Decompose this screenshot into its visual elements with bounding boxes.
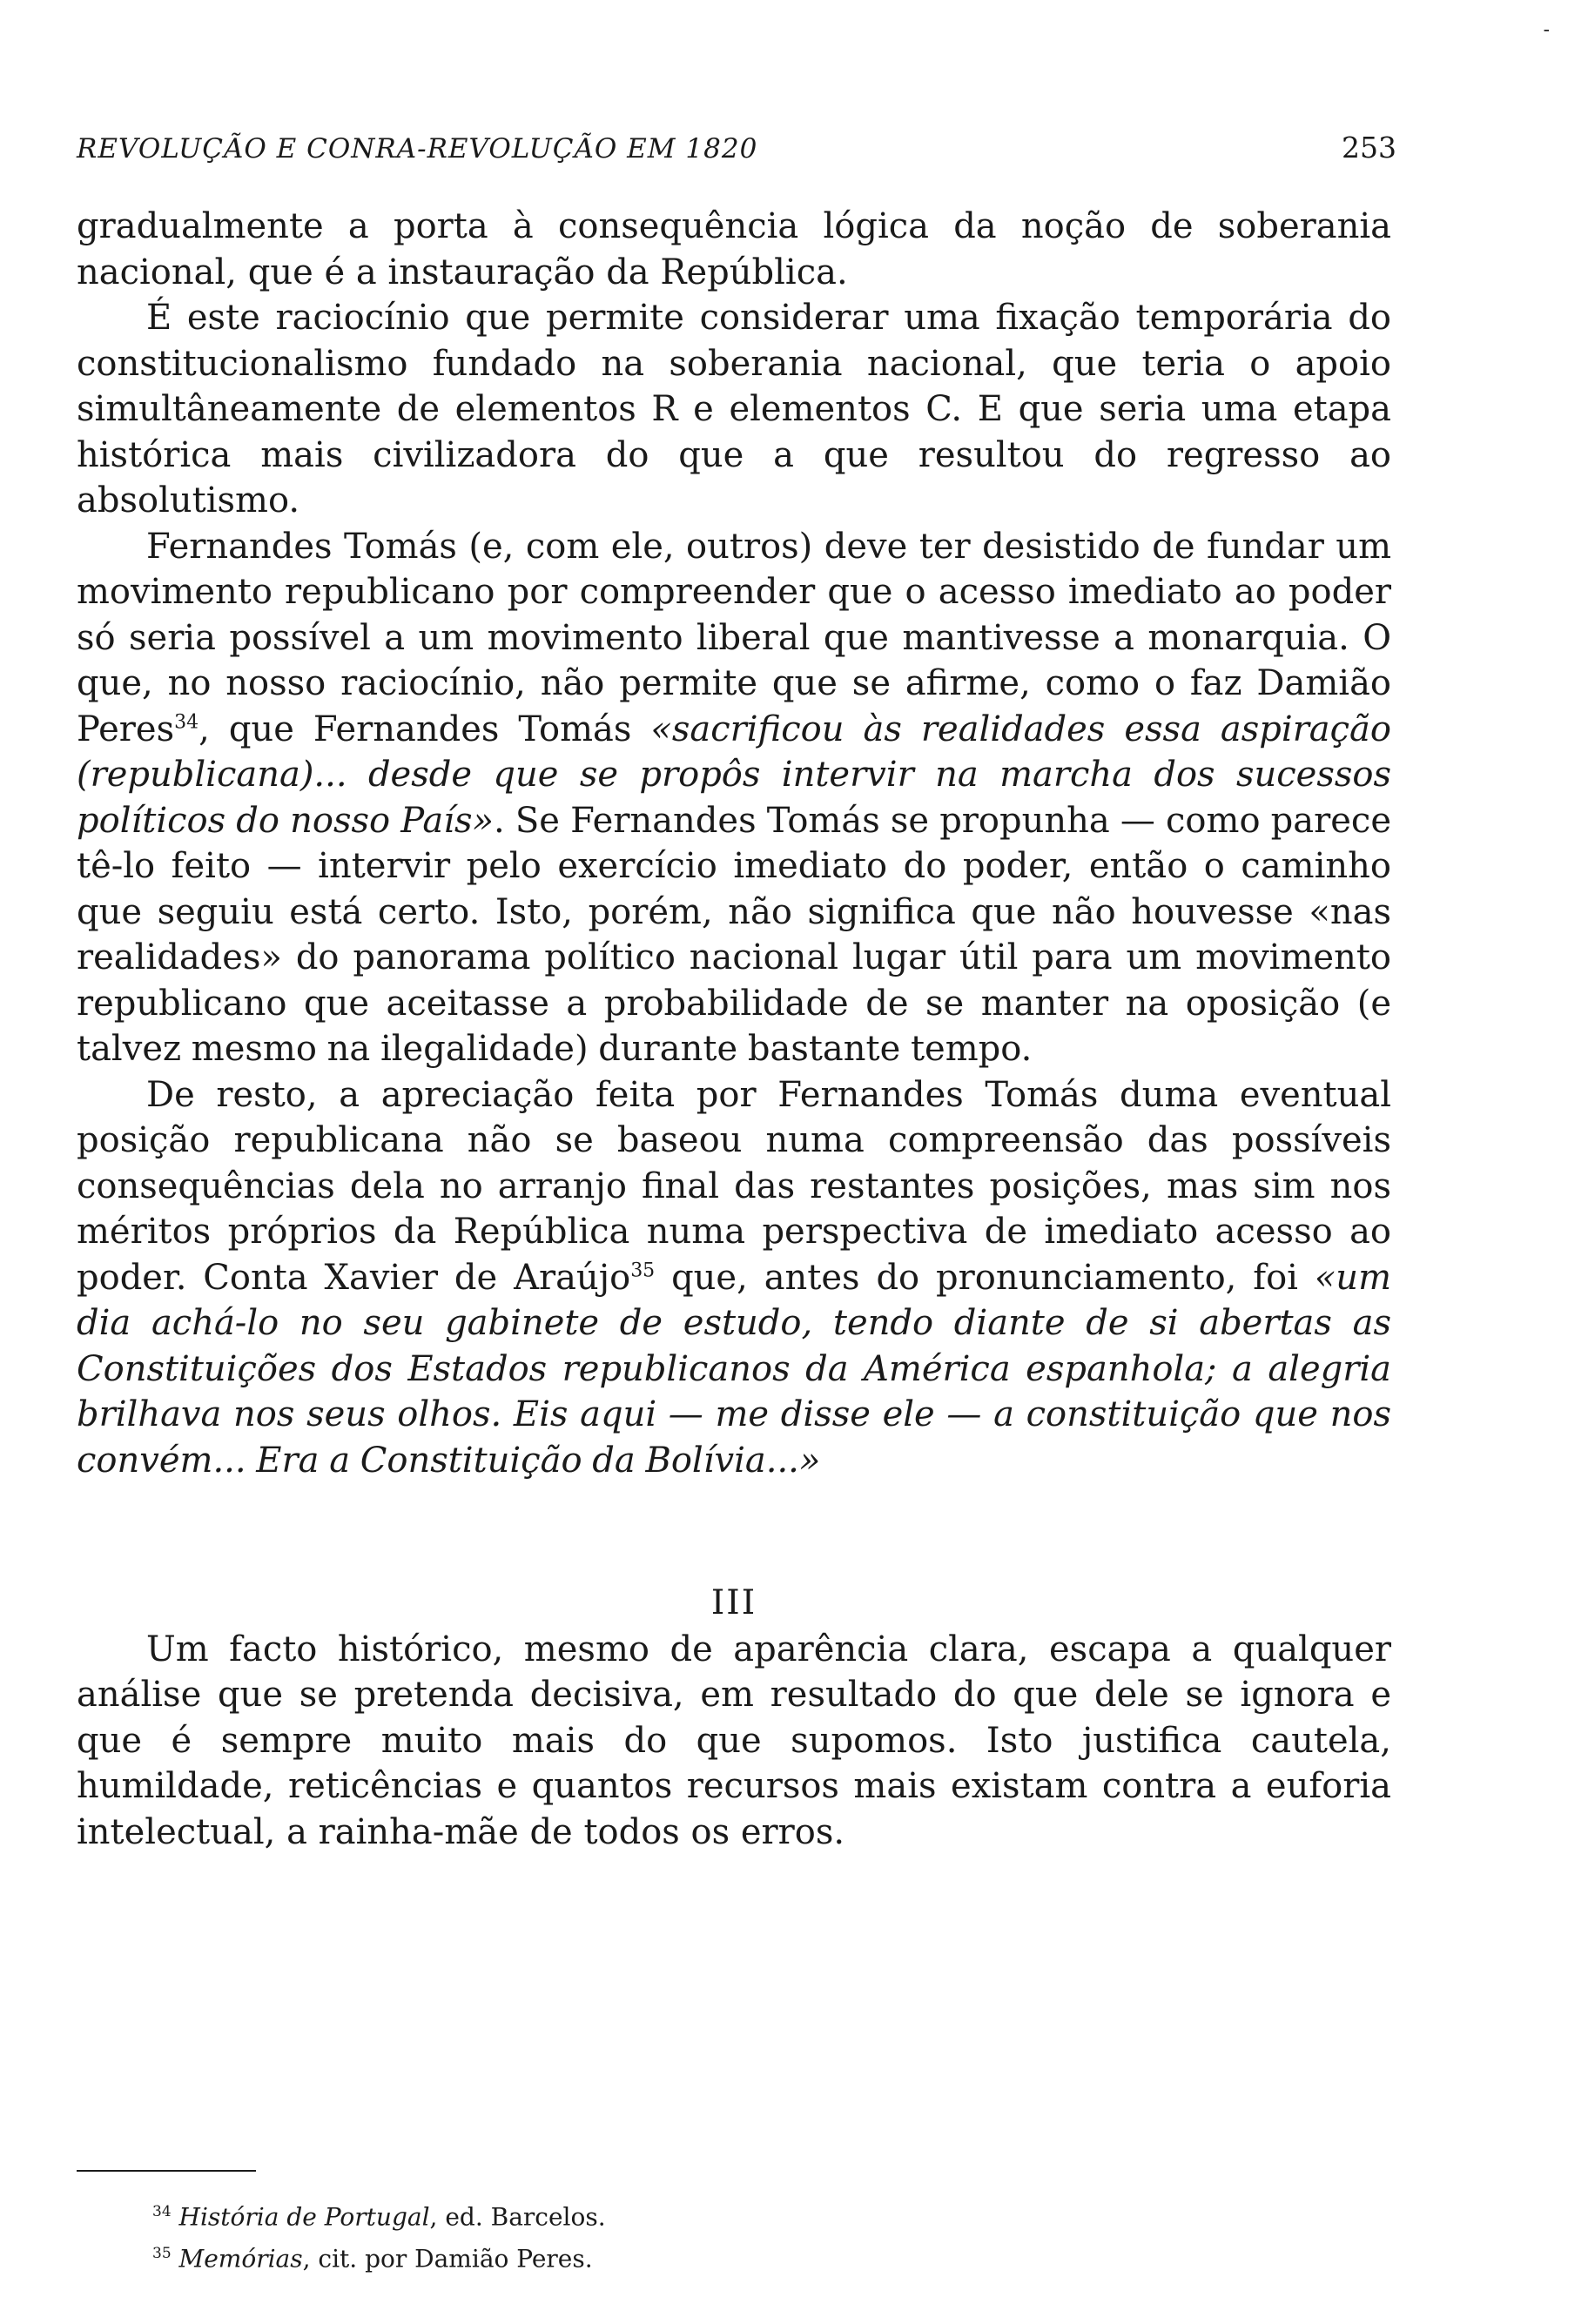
footnote-rest: , cit. por Damião Peres. — [302, 2244, 593, 2274]
corner-mark: - — [1543, 19, 1550, 41]
page — [77, 131, 1396, 1855]
footnotes — [152, 2193, 606, 2278]
section-paragraph: Um facto histórico, mesmo de aparência clara, escapa a qualquer análise que se pretenda decisiva, em resultado do que dele se ignora e que é sempre muito mais do que supomos. Isto justifica cautela, humildade, reticências e quantos recursos mais existam contra a euforia intelectual, a rainha-mãe de todos os erros. — [77, 1629, 1391, 1852]
body-text — [77, 204, 1391, 1855]
footnote-34 — [152, 2193, 606, 2235]
footnote-ref-35[interactable]: 35 — [630, 1259, 656, 1282]
paragraph-2: É este raciocínio que permite considerar uma fixação temporária do constitucionalismo fundado na soberania nacional, que teria o apoio simultâneamente de elementos R e elementos C. E que seria uma etapa histórica mais civilizadora do que a que resultou do regresso ao absolutismo. — [77, 298, 1391, 521]
paragraph-4-text-b: que, antes do pronunciamento, foi — [655, 1257, 1315, 1298]
paragraph-4-quote: «um dia achá-lo no seu gabinete de estudo, tendo diante de si abertas as Constituições dos Estados republicanos da América espanhola; a alegria brilhava nos seus olhos. Eis aqui — me disse ele — a constituição que nos convém... Era a Constituição da Bolívia...» — [77, 1257, 1391, 1481]
footnote-title: História de Portugal — [178, 2202, 430, 2232]
section-heading: III — [710, 1583, 757, 1622]
paragraph-3-text-a: Fernandes Tomás (e, com ele, outros) deve ter desistido de fundar um movimento republicano por compreender que o acesso imediato ao poder só seria possível a um movimento liberal que mantivesse a monarquia. O que, no nosso raciocínio, não permite que se afirme, como o faz Damião Peres — [77, 526, 1391, 749]
paragraph-3 — [77, 524, 1391, 1072]
page-number: 253 — [1342, 131, 1396, 165]
footnote-number: 35 — [152, 2245, 172, 2263]
footnote-rule — [77, 2170, 256, 2172]
paragraph-4 — [77, 1072, 1391, 1484]
paragraph-3-text-b: , que Fernandes Tomás — [198, 709, 651, 749]
footnote-ref-34[interactable]: 34 — [174, 711, 199, 734]
footnote-title: Memórias — [178, 2244, 303, 2274]
footnote-35 — [152, 2235, 606, 2277]
paragraph-1: gradualmente a porta à consequência lógica da noção de soberania nacional, que é a instauração da República. — [77, 206, 1391, 292]
paragraph-3-quote: «sacrificou às realidades essa aspiração (republicana)... desde que se propôs intervir na marcha dos sucessos políticos do nosso País» — [77, 709, 1391, 841]
footnote-rest: , ed. Barcelos. — [429, 2202, 606, 2232]
paragraph-4-text-a: De resto, a apreciação feita por Fernandes Tomás duma eventual posição republicana não se baseou numa compreensão das possíveis consequências dela no arranjo final das restantes posições, mas sim nos méritos próprios da República numa perspectiva de imediato acesso ao poder. Conta Xavier de Araújo — [77, 1074, 1391, 1298]
running-title: REVOLUÇÃO E CONRA-REVOLUÇÃO EM 1820 — [77, 133, 758, 165]
footnote-number: 34 — [152, 2203, 172, 2220]
running-head — [77, 131, 1396, 183]
paragraph-3-text-c: . Se Fernandes Tomás se propunha — como parece tê-lo feito — intervir pelo exercício imediato do poder, então o caminho que seguiu está certo. Isto, porém, não significa que não houvesse «nas realidades» do panorama político nacional lugar útil para um movimento republicano que aceitasse a probabilidade de se manter na oposição (e talvez mesmo na ilegalidade) durante bastante tempo. — [77, 800, 1391, 1069]
